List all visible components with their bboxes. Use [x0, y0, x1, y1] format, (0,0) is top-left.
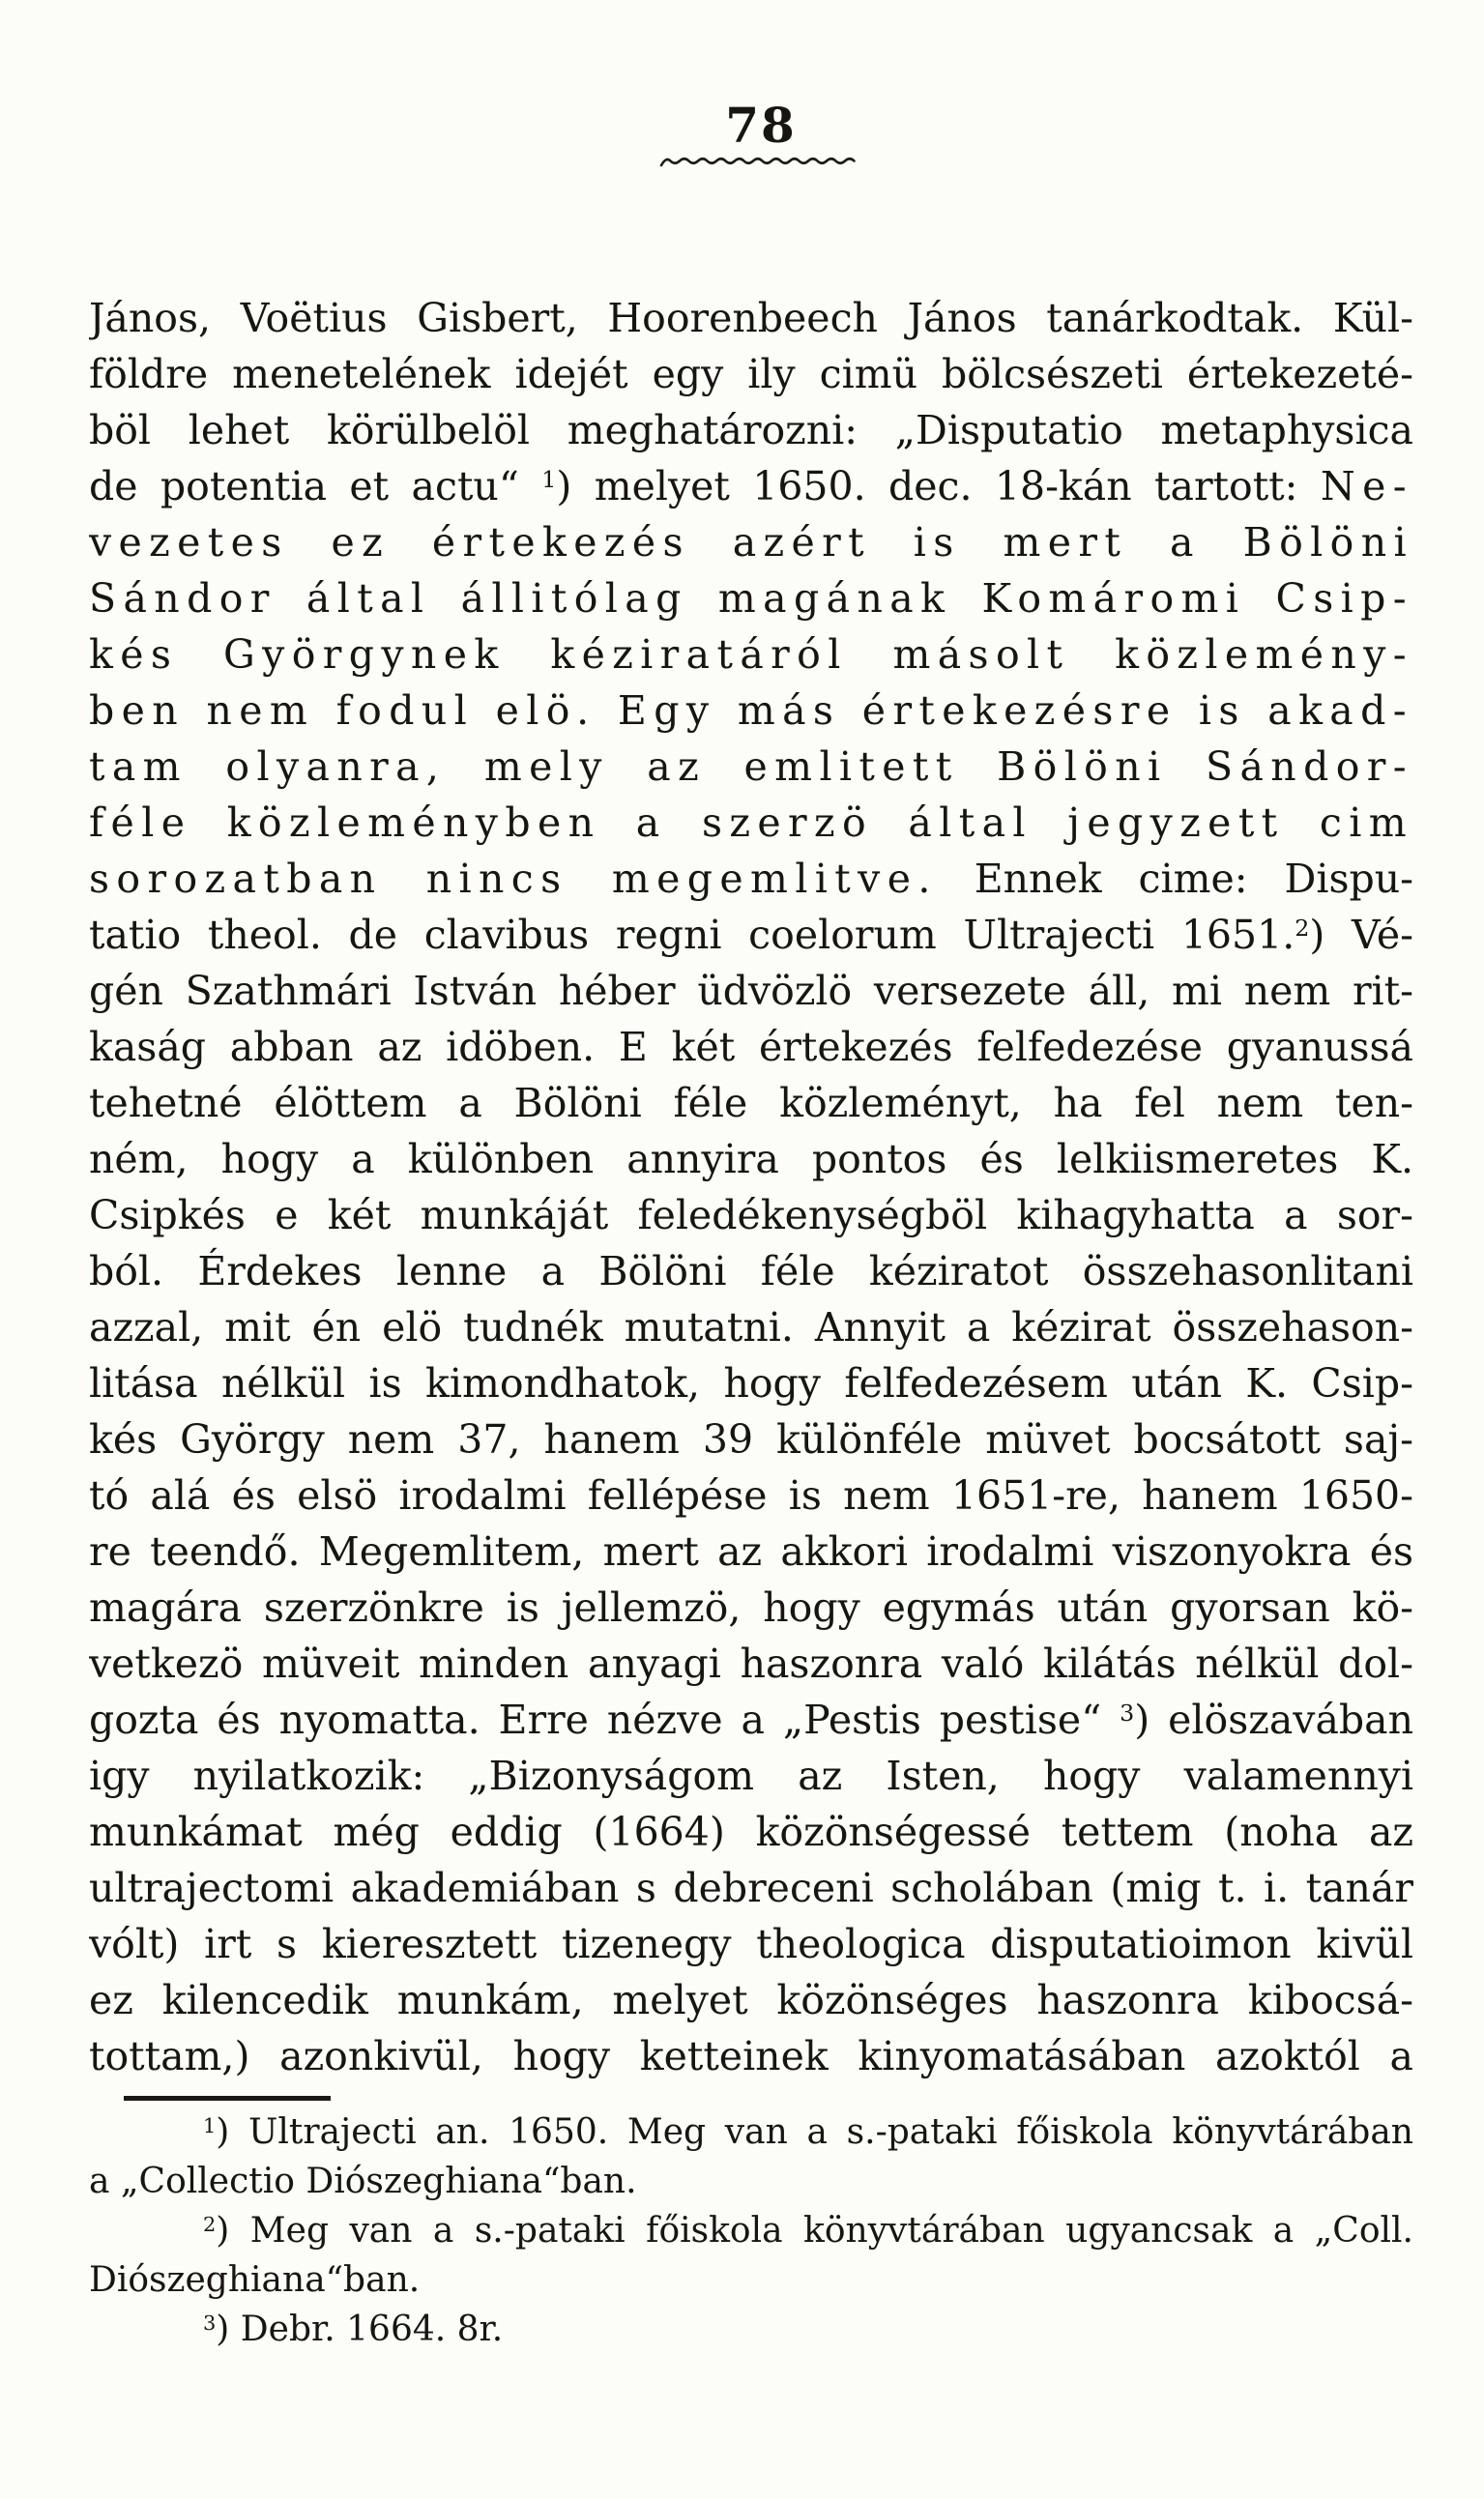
text-line	[89, 1860, 1413, 1916]
text-line	[89, 1019, 1413, 1075]
text-line	[89, 2028, 1413, 2084]
footnote-line	[89, 2305, 1413, 2354]
text-line	[89, 346, 1413, 402]
text-segment: vólt) irt s kieresztett tizenegy theologica disputatioimon kivül	[89, 1921, 1413, 1967]
text-segment: ) melyet 1650. dec. 18-kán tartott:	[556, 463, 1321, 509]
text-line	[89, 1580, 1413, 1636]
text-segment: földre menetelének idejét egy ily cimü bölcsészeti értekezeté-	[89, 351, 1413, 397]
text-segment: sorozatban nincs megemlitve.	[89, 856, 938, 902]
text-segment: ) Meg van a s.-pataki főiskola könyvtárában ugyancsak a „Coll.	[216, 2211, 1413, 2251]
text-segment: azzal, mit én elö tudnék mutatni. Annyit a kézirat összehason-	[89, 1304, 1413, 1351]
footnote-marker: 1	[541, 465, 557, 493]
text-segment: re teendő. Megemlitem, mert az akkori irodalmi viszonyokra és	[89, 1528, 1413, 1575]
text-segment: kés Györgynek kéziratáról másolt közlemény-	[89, 631, 1413, 678]
footnote-marker: 3	[203, 2310, 217, 2335]
text-line	[89, 1524, 1413, 1580]
text-segment: magára szerzönkre is jellemzö, hogy egymás után gyorsan kö-	[89, 1584, 1413, 1631]
text-segment: a „Collectio Diószeghiana“ban.	[89, 2162, 637, 2201]
text-line	[89, 514, 1413, 570]
text-segment: ból. Érdekes lenne a Bölöni féle kéziratot összehasonlitani	[89, 1248, 1413, 1294]
text-line	[89, 795, 1413, 851]
text-segment: ) Debr. 1664. 8r.	[216, 2310, 504, 2349]
text-line	[89, 1411, 1413, 1467]
text-segment: Ennek cime: Dispu-	[937, 856, 1413, 902]
footnote-separator	[124, 2096, 331, 2101]
footnote-marker: 2	[203, 2212, 217, 2236]
text-segment: gén Szathmári István héber üdvözlö versezete áll, mi nem rit-	[89, 968, 1413, 1014]
text-line	[89, 1355, 1413, 1411]
text-line	[89, 1636, 1413, 1692]
text-segment: litása nélkül is kimondhatok, hogy felfedezésem után K. Csip-	[89, 1360, 1413, 1407]
text-line	[89, 290, 1413, 346]
text-segment: tatio theol. de clavibus regni coelorum Ultrajecti 1651.	[89, 912, 1295, 958]
text-segment: tó alá és elsö irodalmi fellépése is nem 1651-re, hanem 1650-	[89, 1472, 1413, 1519]
text-segment: böl lehet körülbelöl meghatározni: „Disputatio metaphysica	[89, 407, 1413, 453]
text-line	[89, 1467, 1413, 1524]
text-segment: Csipkés e két munkáját feledékenységböl kihagyhatta a sor-	[89, 1192, 1413, 1238]
text-segment: féle közleményben a szerzö által jegyzett cim	[89, 799, 1413, 846]
footnote-marker: 3	[1120, 1699, 1135, 1727]
text-segment: de potentia et actu“	[89, 463, 542, 509]
text-line	[89, 963, 1413, 1019]
footnotes	[89, 2107, 1413, 2354]
text-segment: ) elöszavában	[1134, 1697, 1413, 1743]
text-segment: Ne-	[1320, 463, 1413, 509]
text-segment: Diószeghiana“ban.	[89, 2260, 421, 2300]
text-segment: ultrajectomi akademiában s debreceni scholában (mig t. i. tanár	[89, 1865, 1413, 1911]
text-line	[89, 402, 1413, 458]
text-segment: Sándor által állitólag magának Komáromi Csip-	[89, 575, 1413, 622]
footnote-line	[89, 2206, 1413, 2255]
text-line	[89, 1692, 1413, 1748]
text-segment: vezetes ez értekezés azért is mert a Bölöni	[89, 519, 1413, 566]
text-segment: gozta és nyomatta. Erre nézve a „Pestis pestise“	[89, 1697, 1120, 1743]
text-segment: vetkezö müveit minden anyagi haszonra való kilátás nélkül dol-	[89, 1641, 1413, 1687]
text-segment: ez kilencedik munkám, melyet közönséges haszonra kibocsá-	[89, 1977, 1413, 2023]
footnote-marker: 1	[203, 2113, 217, 2137]
text-line	[89, 570, 1413, 626]
page-number: 78	[725, 97, 797, 154]
text-line	[89, 907, 1413, 963]
text-line	[89, 851, 1413, 907]
text-segment: munkámat még eddig (1664) közönségessé tettem (noha az	[89, 1809, 1413, 1855]
text-line	[89, 1187, 1413, 1243]
text-segment: kés György nem 37, hanem 39 különféle müvet bocsátott saj-	[89, 1416, 1413, 1463]
footnote-line	[89, 2157, 1413, 2206]
text-segment: tam olyanra, mely az emlitett Bölöni Sándor-	[89, 743, 1413, 790]
page-number-underline	[659, 155, 858, 170]
footnote-marker: 2	[1295, 914, 1310, 942]
text-line	[89, 458, 1413, 514]
footnote-line	[89, 2255, 1413, 2305]
text-segment: igy nyilatkozik: „Bizonyságom az Isten, hogy valamennyi	[89, 1753, 1413, 1799]
text-line	[89, 1075, 1413, 1131]
text-segment: tottam,) azonkivül, hogy ketteinek kinyomatásában azoktól a	[89, 2033, 1413, 2079]
text-line	[89, 1131, 1413, 1187]
text-line	[89, 1804, 1413, 1860]
text-segment: ném, hogy a különben annyira pontos és lelkiismeretes K.	[89, 1136, 1413, 1182]
text-segment: kaság abban az idöben. E két értekezés felfedezése gyanussá	[89, 1024, 1413, 1070]
text-line	[89, 739, 1413, 795]
text-segment: ) Ultrajecti an. 1650. Meg van a s.-pataki főiskola könyvtárában	[216, 2112, 1413, 2152]
text-segment: ) Vé-	[1309, 912, 1413, 958]
text-line	[89, 683, 1413, 739]
text-line	[89, 1972, 1413, 2028]
text-line	[89, 1299, 1413, 1355]
footnote-line	[89, 2107, 1413, 2157]
text-segment: János, Voëtius Gisbert, Hoorenbeech János tanárkodtak. Kül-	[89, 295, 1413, 341]
text-line	[89, 1748, 1413, 1804]
text-segment: ben nem fodul elö. Egy más értekezésre is akad-	[89, 687, 1413, 734]
text-line	[89, 1243, 1413, 1299]
text-line	[89, 1916, 1413, 1972]
body-text	[89, 290, 1413, 2084]
text-segment: tehetné élöttem a Bölöni féle közleményt, ha fel nem ten-	[89, 1080, 1413, 1126]
text-line	[89, 626, 1413, 683]
